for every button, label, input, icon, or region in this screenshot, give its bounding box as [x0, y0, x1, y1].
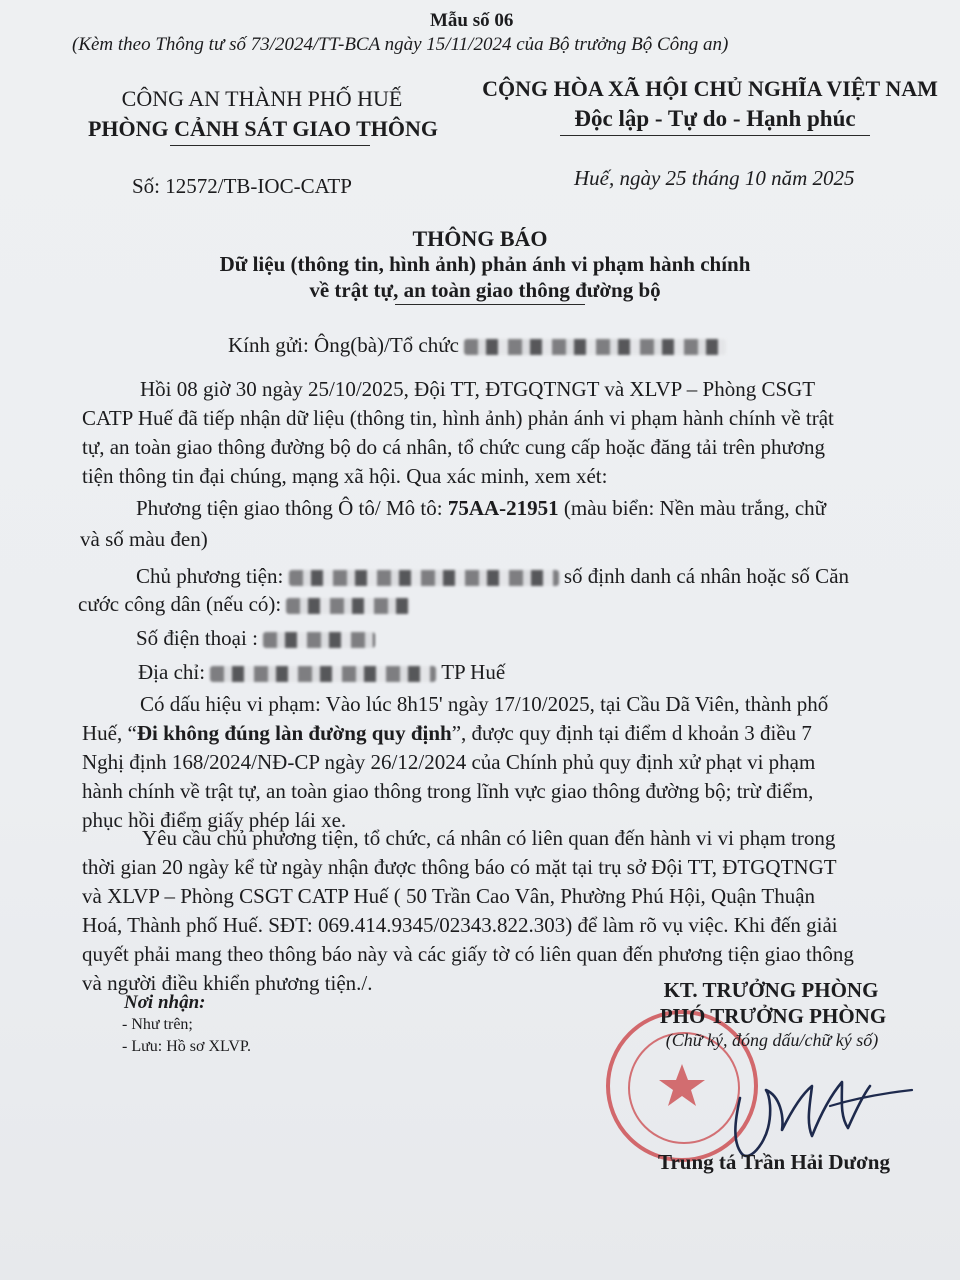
violation-text: Huế, “	[82, 721, 137, 745]
document-subtitle-1: Dữ liệu (thông tin, hình ảnh) phản ánh vi phạm hành chính	[219, 252, 751, 276]
violation-text: ”, được quy định tại điểm d khoản 3 điều 7	[451, 721, 812, 745]
request-line: Yêu cầu chủ phương tiện, tổ chức, cá nhân có liên quan đến hành vi vi phạm trong	[142, 826, 836, 850]
request-line: Hoá, Thành phố Huế. SĐT: 069.414.9345/02343.822.303) để làm rõ vụ việc. Khi đến giải	[82, 913, 838, 937]
vehicle-label: Phương tiện giao thông Ô tô/ Mô tô:	[136, 496, 448, 520]
agency-name: CÔNG AN THÀNH PHỐ HUẾ	[121, 86, 403, 111]
address-city: TP Huế	[441, 660, 506, 684]
recipient-item: - Như trên;	[122, 1016, 193, 1033]
violation-name: Đi không đúng làn đường quy định	[136, 721, 452, 745]
vehicle-plate: 75AA-21951	[447, 496, 559, 520]
title-underline	[395, 304, 585, 305]
signature-title-1: KT. TRƯỞNG PHÒNG	[663, 978, 879, 1002]
signature-note: (Chữ ký, đóng dấu/chữ ký số)	[665, 1030, 879, 1050]
agency-underline	[170, 145, 370, 146]
motto-underline	[560, 135, 870, 136]
id-line	[78, 590, 410, 619]
phone-line	[136, 624, 375, 653]
signature-title-2: PHÓ TRƯỞNG PHÒNG	[659, 1004, 887, 1028]
address-line	[138, 658, 505, 687]
request-line: quyết phải mang theo thông báo này và các giấy tờ có liên quan đến phương tiện giao thông	[82, 942, 854, 966]
paragraph-1-line: CATP Huế đã tiếp nhận dữ liệu (thông tin, hình ảnh) phản ánh vi phạm hành chính về trật	[82, 406, 834, 430]
request-paragraph	[82, 824, 854, 998]
paragraph-1	[82, 375, 834, 491]
form-reference: (Kèm theo Thông tư số 73/2024/TT-BCA ngày 15/11/2024 của Bộ trưởng Bộ Công an)	[72, 34, 729, 55]
violation-paragraph	[82, 690, 828, 835]
recipient-label: Kính gửi: Ông(bà)/Tổ chức	[228, 333, 459, 357]
request-line: và người điều khiển phương tiện./.	[82, 971, 373, 995]
violation-line: phục hồi điểm giấy phép lái xe.	[82, 808, 347, 832]
place-date: Huế, ngày 25 tháng 10 năm 2025	[574, 166, 855, 190]
recipient-line	[228, 331, 726, 360]
request-line: thời gian 20 ngày kể từ ngày nhận được thông báo có mặt tại trụ sở Đội TT, ĐTGQTNGT	[82, 855, 837, 879]
paragraph-1-line: tự, an toàn giao thông đường bộ do cá nhân, tổ chức cung cấp hoặc đăng tải trên phương	[82, 435, 826, 459]
paragraph-1-line: Hồi 08 giờ 30 ngày 25/10/2025, Đội TT, ĐTGQTNGT và XLVP – Phòng CSGT	[140, 377, 816, 401]
department-name: PHÒNG CẢNH SÁT GIAO THÔNG	[87, 116, 438, 141]
document-title: THÔNG BÁO	[412, 226, 548, 251]
violation-line: hành chính về trật tự, an toàn giao thông trong lĩnh vực giao thông đường bộ; trừ điểm,	[82, 779, 814, 803]
violation-line	[82, 719, 828, 748]
id-label: cước công dân (nếu có):	[78, 592, 282, 616]
signer-name: Trung tá Trần Hải Dương	[658, 1150, 890, 1174]
redacted-phone	[263, 632, 375, 648]
country-motto: Độc lập - Tự do - Hạnh phúc	[574, 106, 856, 131]
recipients-label: Nơi nhận:	[124, 992, 206, 1013]
country-name: CỘNG HÒA XÃ HỘI CHỦ NGHĨA VIỆT NAM	[482, 76, 938, 101]
vehicle-line	[136, 494, 826, 523]
violation-line: Có dấu hiệu vi phạm: Vào lúc 8h15' ngày 17/10/2025, tại Cầu Dã Viên, thành phố	[140, 692, 829, 716]
redacted-address	[210, 666, 436, 682]
vehicle-plate-color: (màu biển: Nền màu trắng, chữ	[558, 496, 827, 520]
document-number: Số: 12572/TB-IOC-CATP	[132, 174, 352, 198]
violation-line: Nghị định 168/2024/NĐ-CP ngày 26/12/2024 của Chính phủ quy định xử phạt vi phạm	[82, 750, 816, 774]
vehicle-line-2: và số màu đen)	[80, 527, 208, 551]
paragraph-1-line: tiện thông tin đại chúng, mạng xã hội. Qua xác minh, xem xét:	[82, 464, 608, 488]
phone-label: Số điện thoại :	[136, 626, 258, 650]
document-subtitle-2: về trật tự, an toàn giao thông đường bộ	[309, 278, 661, 302]
request-line: và XLVP – Phòng CSGT CATP Huế ( 50 Trần Cao Vân, Phường Phú Hội, Quận Thuận	[82, 884, 816, 908]
form-number: Mẫu số 06	[430, 10, 514, 31]
address-label: Địa chỉ:	[138, 660, 206, 684]
owner-line	[136, 562, 849, 591]
owner-label: Chủ phương tiện:	[136, 564, 284, 588]
redacted-recipient	[464, 339, 726, 355]
recipient-item: - Lưu: Hồ sơ XLVP.	[122, 1038, 251, 1055]
redacted-owner	[289, 570, 559, 586]
redacted-id	[286, 598, 410, 614]
owner-id-label: số định danh cá nhân hoặc số Căn	[563, 564, 850, 588]
